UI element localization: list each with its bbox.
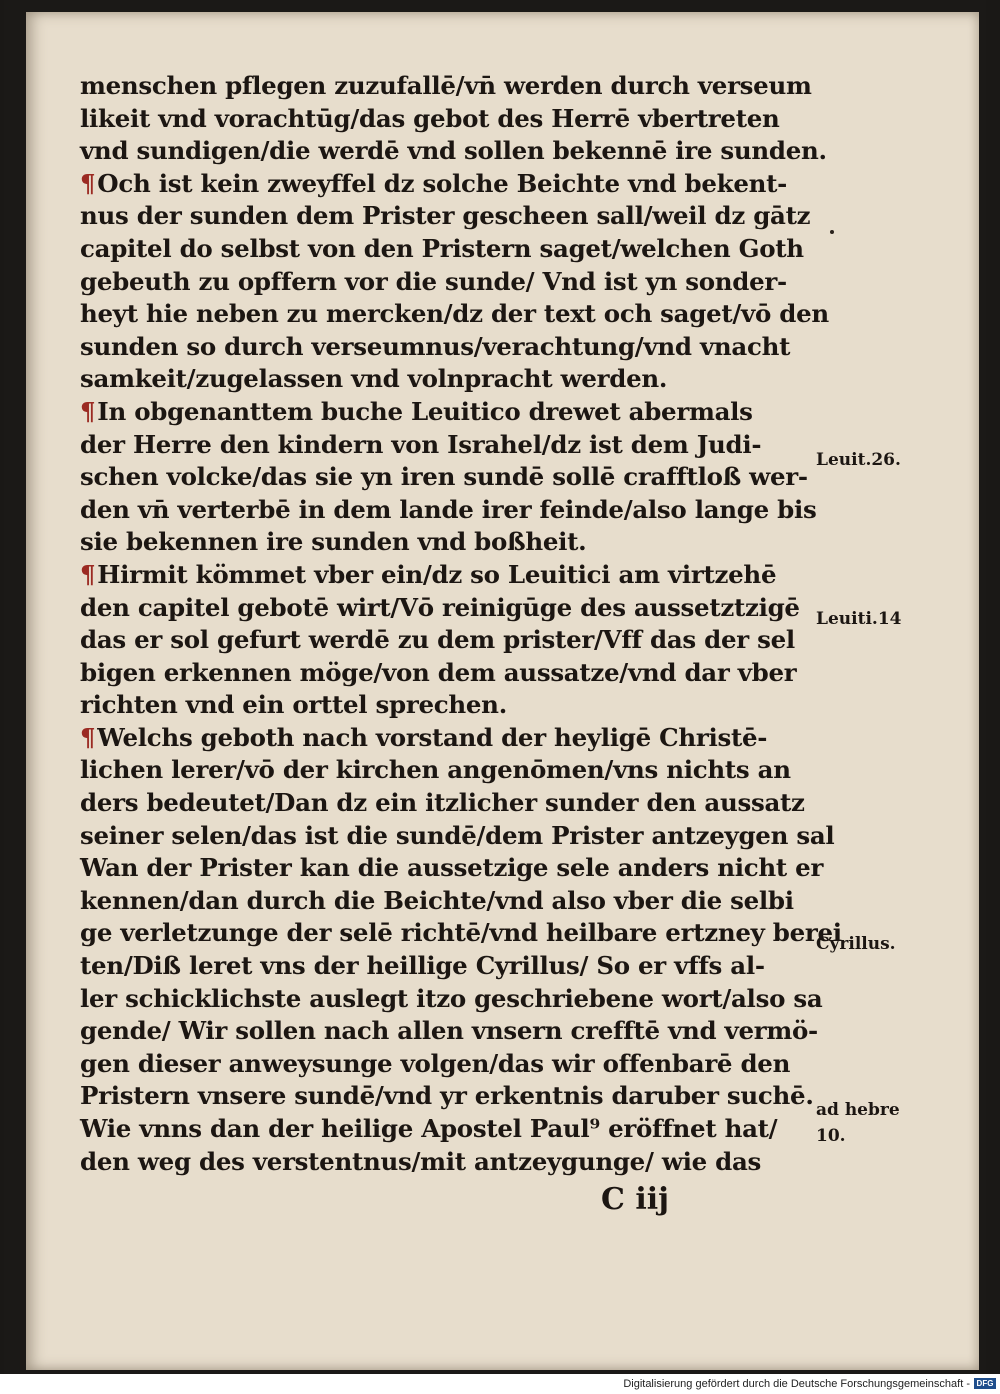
- text-line: bigen erkennen möge/von dem aussatze/vnd dar vber: [80, 657, 797, 687]
- text-line: sunden so durch verseumnus/verachtung/vnd vnacht: [80, 331, 791, 361]
- text-line: ders bedeutet/Dan dz ein itzlicher sunder den aussatz: [80, 788, 805, 818]
- text-line: samkeit/zugelassen vnd volnpracht werden.: [80, 364, 668, 394]
- text-line: den weg des verstentnus/mit antzeygunge/ wie das: [80, 1146, 762, 1176]
- text-line: vnd sundigen/die werdē vnd sollen bekennē ire sunden.: [80, 136, 827, 166]
- text-line: capitel do selbst von den Pristern saget/welchen Goth: [80, 233, 804, 263]
- book-leaf: [4, 0, 986, 1374]
- funding-credit: Digitalisierung gefördert durch die Deutsche Forschungsgemeinschaft -: [623, 1378, 970, 1390]
- text-line: ¶In obgenanttem buche Leuitico drewet abermals: [80, 396, 753, 426]
- pilcrow-mark: ¶: [80, 168, 96, 198]
- text-line: ler schicklichste auslegt itzo geschriebene wort/also sa: [80, 983, 823, 1013]
- text-line: gen dieser anweysunge volgen/das wir offenbarē den: [80, 1048, 791, 1078]
- text-line: sie bekennen ire sunden vnd boßheit.: [80, 527, 587, 557]
- text-line: ten/Diß leret vns der heillige Cyrillus/ So er vffs al-: [80, 951, 765, 981]
- text-line: ¶Hirmit kömmet vber ein/dz so Leuitici am virtzehē: [80, 559, 777, 589]
- text-line: menschen pflegen zuzufallē/vn̄ werden durch verseum: [80, 71, 812, 100]
- pilcrow-mark: ¶: [80, 559, 96, 589]
- marginal-note-leuiti-14: Leuiti.14: [816, 609, 902, 629]
- dfg-logo: DFG: [974, 1378, 996, 1389]
- text-line: gebeuth zu opffern vor die sunde/ Vnd ist yn sonder-: [80, 266, 787, 296]
- text-line: schen volcke/das sie yn iren sundē sollē crafftloß wer-: [80, 462, 808, 492]
- marginal-note-ad-hebre: ad hebre: [816, 1100, 900, 1120]
- text-line: ge verletzunge der selē richtē/vnd heilbare ertzney berei: [80, 918, 842, 948]
- ink-speck: [830, 230, 834, 234]
- text-line: kennen/dan durch die Beichte/vnd also vber die selbi: [80, 885, 794, 915]
- text-line: den capitel gebotē wirt/Vō reinigūge des aussetztzigē: [80, 592, 800, 622]
- marginal-note-ten: 10.: [816, 1126, 846, 1146]
- text-line: richten vnd ein orttel sprechen.: [80, 690, 507, 720]
- marginal-note-cyrillus: Cyrillus.: [816, 934, 896, 954]
- text-line: nus der sunden dem Prister gescheen sall/weil dz gātz: [80, 201, 811, 231]
- text-line: gende/ Wir sollen nach allen vnsern crefftē vnd vermö-: [80, 1016, 818, 1046]
- footer-bar: [0, 1374, 1000, 1394]
- printed-page: [26, 12, 979, 1370]
- text-line: Wan der Prister kan die aussetzige sele anders nicht er: [80, 853, 824, 883]
- text-line: heyt hie neben zu mercken/dz der text och saget/vō den: [80, 299, 829, 329]
- text-line: den vn̄ verterbē in dem lande irer feinde/also lange bis: [80, 494, 817, 524]
- text-line: lichen lerer/vō der kirchen angenōmen/vns nichts an: [80, 755, 791, 785]
- text-line: Wie vnns dan der heilige Apostel Paul⁹ eröffnet hat/: [80, 1114, 778, 1143]
- pilcrow-mark: ¶: [80, 396, 96, 426]
- text-line: seiner selen/das ist die sundē/dem Prister antzeygen sal: [80, 820, 835, 850]
- text-line: likeit vnd vorachtūg/das gebot des Herrē vbertreten: [80, 103, 780, 133]
- marginal-note-leuit-26: Leuit.26.: [816, 450, 901, 470]
- text-line: Pristern vnsere sundē/vnd yr erkentnis daruber suchē.: [80, 1081, 814, 1111]
- pilcrow-mark: ¶: [80, 722, 96, 752]
- text-line: das er sol gefurt werdē zu dem prister/Vff das der sel: [80, 625, 795, 655]
- text-line: ¶Welchs geboth nach vorstand der heyligē Christē-: [80, 722, 768, 752]
- signature-mark: C iij: [601, 1182, 669, 1217]
- text-line: der Herre den kindern von Israhel/dz ist dem Judi-: [80, 429, 762, 459]
- text-line: ¶Och ist kein zweyffel dz solche Beichte vnd bekent-: [80, 168, 788, 198]
